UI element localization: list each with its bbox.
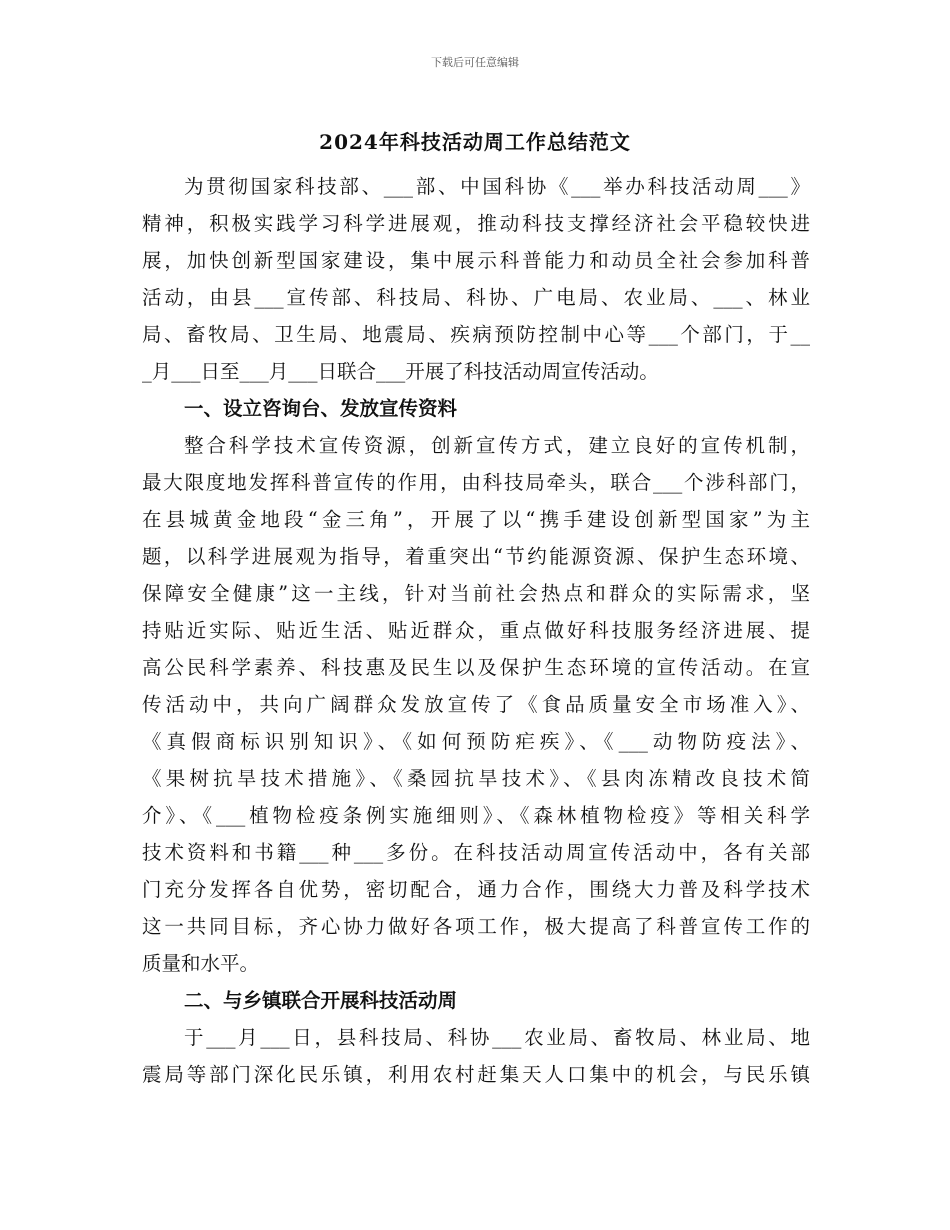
paragraph-line: 《果树抗旱技术措施》、《桑园抗旱技术》、《县肉冻精改良技术简 — [142, 767, 810, 790]
paragraph-line: 展，加快创新型国家建设，集中展示科普能力和动员全社会参加科普 — [142, 249, 810, 272]
paragraph-line: 技术资料和书籍___种___多份。在科技活动周宣传活动中，各有关部 — [142, 841, 810, 864]
paragraph-line: 最大限度地发挥科普宣传的作用，由科技局牵头，联合___个涉科部门， — [142, 471, 810, 494]
paragraph-line: 整合科学技术宣传资源，创新宣传方式，建立良好的宣传机制， — [184, 434, 810, 457]
document-title: 2024年科技活动周工作总结范文 — [319, 130, 631, 154]
paragraph-line: 质量和水平。 — [142, 952, 260, 975]
paragraph-line: 传活动中，共向广阔群众发放宣传了《食品质量安全市场准入》、 — [142, 693, 810, 716]
paragraph-line: 这一共同目标，齐心协力做好各项工作，极大提高了科普宣传工作的 — [142, 915, 810, 938]
paragraph-line: 震局等部门深化民乐镇，利用农村赶集天人口集中的机会，与民乐镇 — [142, 1063, 810, 1086]
paragraph-line: 保障安全健康”这一主线，针对当前社会热点和群众的实际需求，坚 — [142, 582, 810, 605]
paragraph-line: 于___月___日，县科技局、科协___农业局、畜牧局、林业局、地 — [184, 1026, 810, 1049]
paragraph-line: 持贴近实际、贴近生活、贴近群众，重点做好科技服务经济进展、提 — [142, 619, 810, 642]
paragraph-line: 题，以科学进展观为指导，着重突出“节约能源资源、保护生态环境、 — [142, 545, 810, 568]
paragraph-line: _月___日至___月___日联合___开展了科技活动周宣传活动。 — [142, 360, 659, 383]
header-note: 下载后可任意编辑 — [431, 56, 519, 69]
paragraph-line: 在县城黄金地段“金三角”，开展了以“携手建设创新型国家”为主 — [142, 508, 810, 531]
paragraph-line: 活动，由县___宣传部、科技局、科协、广电局、农业局、___、林业 — [142, 286, 810, 309]
paragraph-line: 门充分发挥各自优势，密切配合，通力合作，围绕大力普及科学技术 — [142, 878, 810, 901]
paragraph-line: 局、畜牧局、卫生局、地震局、疾病预防控制中心等___个部门，于__ — [142, 323, 810, 346]
paragraph-line: 高公民科学素养、科技惠及民生以及保护生态环境的宣传活动。在宣 — [142, 656, 810, 679]
paragraph-line: 介》、《___植物检疫条例实施细则》、《森林植物检疫》等相关科学 — [142, 804, 810, 827]
section-heading: 二、与乡镇联合开展科技活动周 — [184, 989, 458, 1012]
paragraph-line: 为贯彻国家科技部、___部、中国科协《___举办科技活动周___》 — [184, 175, 810, 198]
paragraph-line: 精神，积极实践学习科学进展观，推动科技支撑经济社会平稳较快进 — [142, 212, 810, 235]
section-heading: 一、设立咨询台、发放宣传资料 — [184, 397, 458, 420]
paragraph-line: 《真假商标识别知识》、《如何预防疟疾》、《___动物防疫法》、 — [142, 730, 810, 753]
